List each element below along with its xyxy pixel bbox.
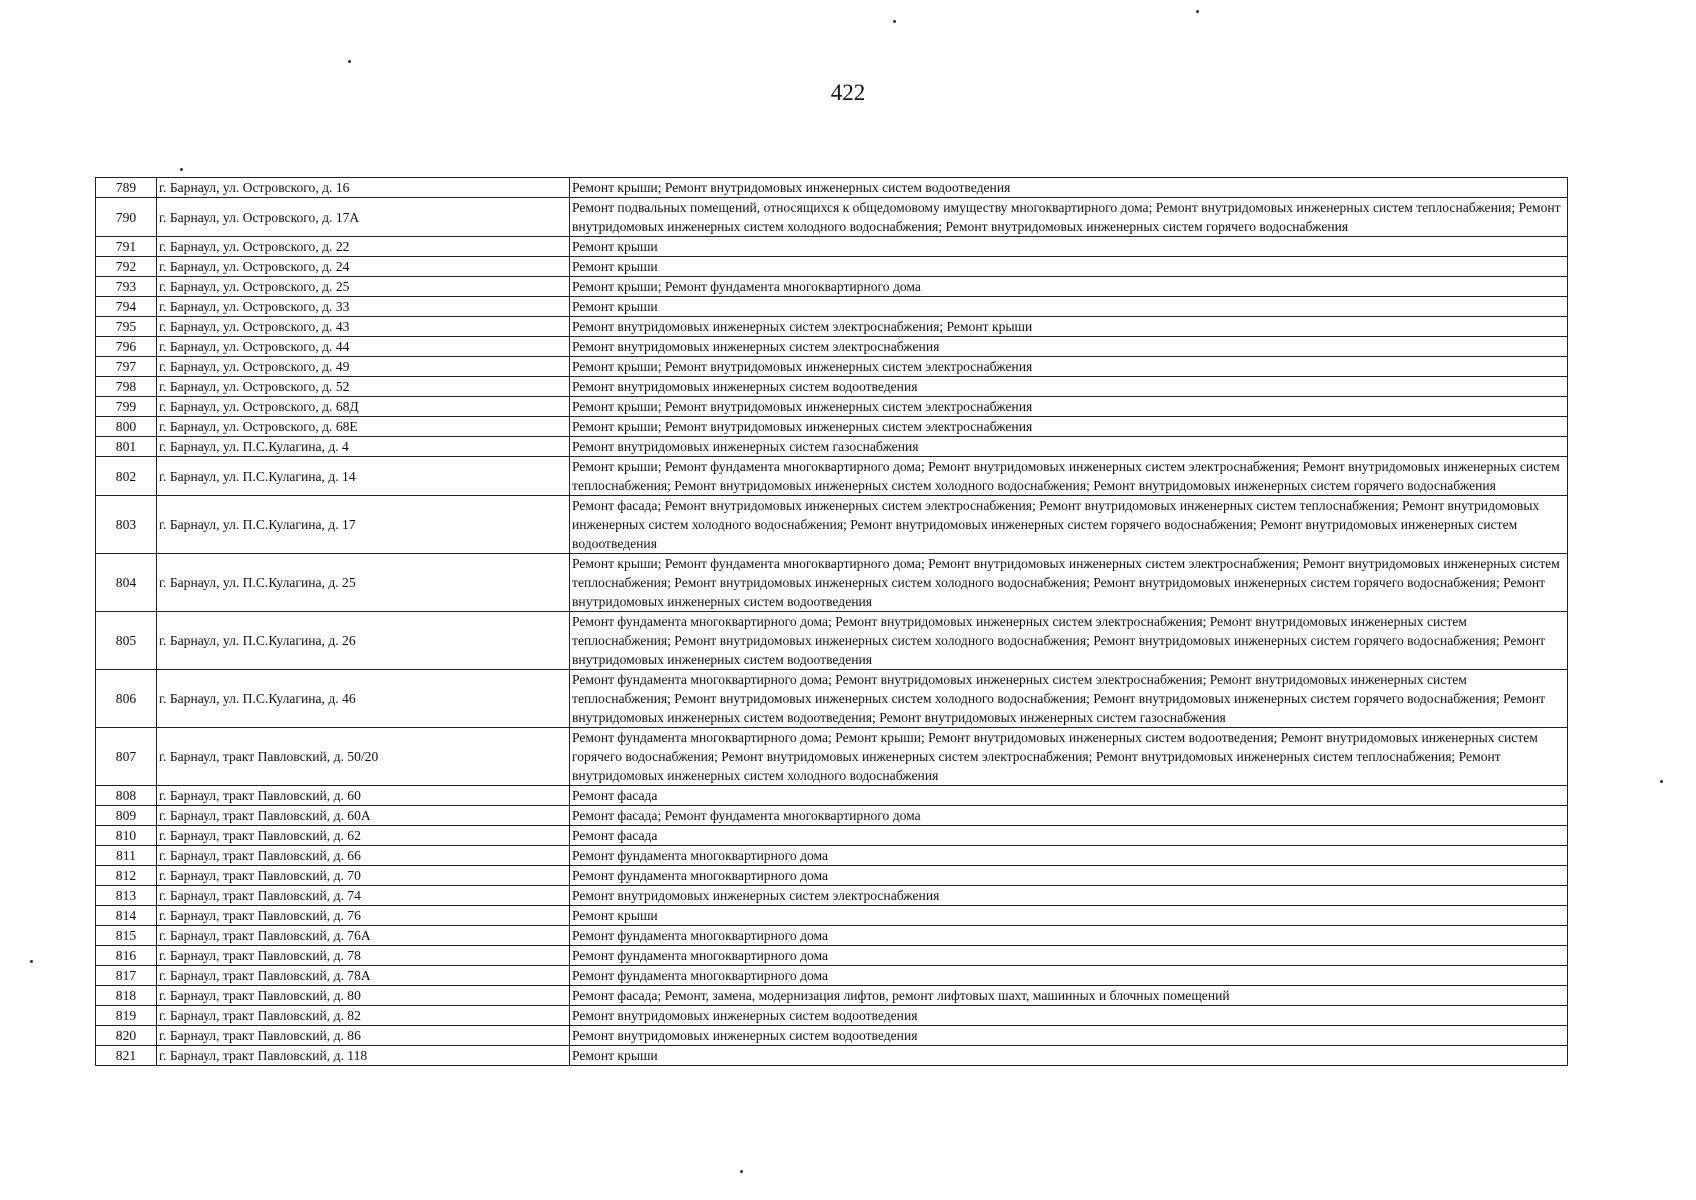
table-row [96,237,1568,257]
row-address: г. Барнаул, ул. Островского, д. 68Е [157,417,570,437]
row-works: Ремонт внутридомовых инженерных систем электроснабжения [570,337,1568,357]
row-number: 820 [96,1026,157,1046]
table-row [96,926,1568,946]
row-works: Ремонт крыши [570,257,1568,277]
row-works: Ремонт фасада; Ремонт фундамента многоквартирного дома [570,806,1568,826]
row-address: г. Барнаул, тракт Павловский, д. 62 [157,826,570,846]
table-row [96,906,1568,926]
row-address: г. Барнаул, ул. Островского, д. 22 [157,237,570,257]
row-address: г. Барнаул, ул. Островского, д. 33 [157,297,570,317]
row-works: Ремонт фундамента многоквартирного дома; Ремонт крыши; Ремонт внутридомовых инженерных систем водоотведения; Ремонт внутридомовых инженерных систем горячего водоснабжения; Ремонт внутридомовых инженерных систем электроснабжения; Ремонт внутридомовых инженерных систем теплоснабжения; Ремонт внутридомовых инженерных систем холодного водоснабжения [570,728,1568,786]
row-works: Ремонт крыши; Ремонт внутридомовых инженерных систем электроснабжения [570,397,1568,417]
row-works: Ремонт крыши; Ремонт внутридомовых инженерных систем водоотведения [570,178,1568,198]
row-address: г. Барнаул, тракт Павловский, д. 82 [157,1006,570,1026]
row-address: г. Барнаул, тракт Павловский, д. 78 [157,946,570,966]
table-row [96,317,1568,337]
row-address: г. Барнаул, тракт Павловский, д. 60А [157,806,570,826]
row-address: г. Барнаул, тракт Павловский, д. 118 [157,1046,570,1066]
row-works: Ремонт фундамента многоквартирного дома [570,926,1568,946]
row-address: г. Барнаул, тракт Павловский, д. 76А [157,926,570,946]
row-number: 807 [96,728,157,786]
scan-speck [740,1170,743,1173]
row-address: г. Барнаул, тракт Павловский, д. 74 [157,886,570,906]
row-works: Ремонт крыши; Ремонт фундамента многоквартирного дома [570,277,1568,297]
row-address: г. Барнаул, тракт Павловский, д. 70 [157,866,570,886]
row-number: 789 [96,178,157,198]
row-number: 800 [96,417,157,437]
row-address: г. Барнаул, ул. П.С.Кулагина, д. 14 [157,457,570,496]
row-number: 803 [96,496,157,554]
scan-speck [348,60,351,63]
row-works: Ремонт внутридомовых инженерных систем электроснабжения; Ремонт крыши [570,317,1568,337]
table-row [96,554,1568,612]
row-works: Ремонт фасада; Ремонт внутридомовых инженерных систем электроснабжения; Ремонт внутридомовых инженерных систем теплоснабжения; Ремонт внутридомовых инженерных систем холодного водоснабжения; Ремонт внутридомовых инженерных систем горячего водоснабжения; Ремонт внутридомовых инженерных систем водоотведения [570,496,1568,554]
table-row [96,277,1568,297]
row-number: 806 [96,670,157,728]
row-address: г. Барнаул, ул. Островского, д. 44 [157,337,570,357]
row-number: 791 [96,237,157,257]
row-number: 808 [96,786,157,806]
row-number: 792 [96,257,157,277]
table-row [96,417,1568,437]
row-address: г. Барнаул, тракт Павловский, д. 66 [157,846,570,866]
page-number: 422 [830,80,866,105]
row-address: г. Барнаул, ул. Островского, д. 49 [157,357,570,377]
row-number: 795 [96,317,157,337]
row-address: г. Барнаул, ул. Островского, д. 17А [157,198,570,237]
row-works: Ремонт фундамента многоквартирного дома [570,846,1568,866]
row-works: Ремонт внутридомовых инженерных систем электроснабжения [570,886,1568,906]
table-row [96,198,1568,237]
row-number: 798 [96,377,157,397]
table-row [96,846,1568,866]
row-address: г. Барнаул, тракт Павловский, д. 80 [157,986,570,1006]
row-works: Ремонт фундамента многоквартирного дома; Ремонт внутридомовых инженерных систем электроснабжения; Ремонт внутридомовых инженерных систем теплоснабжения; Ремонт внутридомовых инженерных систем холодного водоснабжения; Ремонт внутридомовых инженерных систем горячего водоснабжения; Ремонт внутридомовых инженерных систем водоотведения; Ремонт внутридомовых инженерных систем газоснабжения [570,670,1568,728]
scan-speck [1196,10,1199,13]
row-number: 793 [96,277,157,297]
row-works: Ремонт крыши [570,1046,1568,1066]
row-number: 790 [96,198,157,237]
row-works: Ремонт крыши; Ремонт фундамента многоквартирного дома; Ремонт внутридомовых инженерных систем электроснабжения; Ремонт внутридомовых инженерных систем теплоснабжения; Ремонт внутридомовых инженерных систем холодного водоснабжения; Ремонт внутридомовых инженерных систем горячего водоснабжения; Ремонт внутридомовых инженерных систем водоотведения [570,554,1568,612]
table-row [96,806,1568,826]
table-row [96,786,1568,806]
row-works: Ремонт крыши [570,297,1568,317]
row-address: г. Барнаул, ул. Островского, д. 52 [157,377,570,397]
works-table-body [96,178,1568,1066]
row-number: 797 [96,357,157,377]
row-number: 799 [96,397,157,417]
table-row [96,357,1568,377]
row-number: 815 [96,926,157,946]
row-number: 816 [96,946,157,966]
row-number: 811 [96,846,157,866]
row-address: г. Барнаул, ул. Островского, д. 43 [157,317,570,337]
row-address: г. Барнаул, ул. Островского, д. 25 [157,277,570,297]
table-row [96,866,1568,886]
scan-speck [893,20,896,23]
row-number: 809 [96,806,157,826]
row-works: Ремонт внутридомовых инженерных систем водоотведения [570,1026,1568,1046]
row-works: Ремонт крыши; Ремонт фундамента многоквартирного дома; Ремонт внутридомовых инженерных систем электроснабжения; Ремонт внутридомовых инженерных систем теплоснабжения; Ремонт внутридомовых инженерных систем холодного водоснабжения; Ремонт внутридомовых инженерных систем горячего водоснабжения [570,457,1568,496]
row-number: 817 [96,966,157,986]
row-number: 813 [96,886,157,906]
row-address: г. Барнаул, тракт Павловский, д. 78А [157,966,570,986]
row-address: г. Барнаул, ул. Островского, д. 68Д [157,397,570,417]
table-row [96,437,1568,457]
table-row [96,728,1568,786]
row-address: г. Барнаул, тракт Павловский, д. 50/20 [157,728,570,786]
table-row [96,612,1568,670]
row-works: Ремонт крыши; Ремонт внутридомовых инженерных систем электроснабжения [570,357,1568,377]
row-works: Ремонт крыши [570,237,1568,257]
row-works: Ремонт фундамента многоквартирного дома [570,866,1568,886]
table-row [96,1046,1568,1066]
row-address: г. Барнаул, ул. П.С.Кулагина, д. 26 [157,612,570,670]
table-row [96,886,1568,906]
row-number: 801 [96,437,157,457]
scan-speck [1660,780,1663,783]
row-works: Ремонт внутридомовых инженерных систем водоотведения [570,1006,1568,1026]
table-row [96,257,1568,277]
row-number: 819 [96,1006,157,1026]
works-table [95,177,1568,1066]
table-row [96,397,1568,417]
table-row [96,670,1568,728]
row-works: Ремонт крыши [570,906,1568,926]
table-row [96,1006,1568,1026]
scan-speck [30,960,33,963]
row-address: г. Барнаул, ул. П.С.Кулагина, д. 17 [157,496,570,554]
row-works: Ремонт фундамента многоквартирного дома; Ремонт внутридомовых инженерных систем электроснабжения; Ремонт внутридомовых инженерных систем теплоснабжения; Ремонт внутридомовых инженерных систем холодного водоснабжения; Ремонт внутридомовых инженерных систем горячего водоснабжения; Ремонт внутридомовых инженерных систем водоотведения [570,612,1568,670]
table-row [96,986,1568,1006]
table-row [96,377,1568,397]
table-row [96,457,1568,496]
table-row [96,178,1568,198]
row-works: Ремонт фасада; Ремонт, замена, модернизация лифтов, ремонт лифтовых шахт, машинных и блочных помещений [570,986,1568,1006]
row-number: 796 [96,337,157,357]
row-works: Ремонт крыши; Ремонт внутридомовых инженерных систем электроснабжения [570,417,1568,437]
row-works: Ремонт внутридомовых инженерных систем газоснабжения [570,437,1568,457]
row-address: г. Барнаул, ул. Островского, д. 16 [157,178,570,198]
row-address: г. Барнаул, тракт Павловский, д. 76 [157,906,570,926]
scan-speck [180,168,183,171]
row-address: г. Барнаул, ул. П.С.Кулагина, д. 4 [157,437,570,457]
table-row [96,946,1568,966]
row-number: 821 [96,1046,157,1066]
table-row [96,496,1568,554]
row-works: Ремонт фасада [570,826,1568,846]
row-works: Ремонт внутридомовых инженерных систем водоотведения [570,377,1568,397]
row-address: г. Барнаул, тракт Павловский, д. 86 [157,1026,570,1046]
row-number: 794 [96,297,157,317]
row-number: 804 [96,554,157,612]
row-number: 802 [96,457,157,496]
row-address: г. Барнаул, ул. П.С.Кулагина, д. 25 [157,554,570,612]
row-address: г. Барнаул, ул. Островского, д. 24 [157,257,570,277]
row-number: 810 [96,826,157,846]
table-row [96,826,1568,846]
table-row [96,1026,1568,1046]
row-works: Ремонт фасада [570,786,1568,806]
table-row [96,337,1568,357]
row-address: г. Барнаул, тракт Павловский, д. 60 [157,786,570,806]
row-number: 818 [96,986,157,1006]
row-number: 814 [96,906,157,926]
row-works: Ремонт подвальных помещений, относящихся к общедомовому имуществу многоквартирного дома; Ремонт внутридомовых инженерных систем теплоснабжения; Ремонт внутридомовых инженерных систем холодного водоснабжения; Ремонт внутридомовых инженерных систем горячего водоснабжения [570,198,1568,237]
row-number: 805 [96,612,157,670]
row-works: Ремонт фундамента многоквартирного дома [570,966,1568,986]
table-row [96,297,1568,317]
row-address: г. Барнаул, ул. П.С.Кулагина, д. 46 [157,670,570,728]
table-row [96,966,1568,986]
row-works: Ремонт фундамента многоквартирного дома [570,946,1568,966]
row-number: 812 [96,866,157,886]
